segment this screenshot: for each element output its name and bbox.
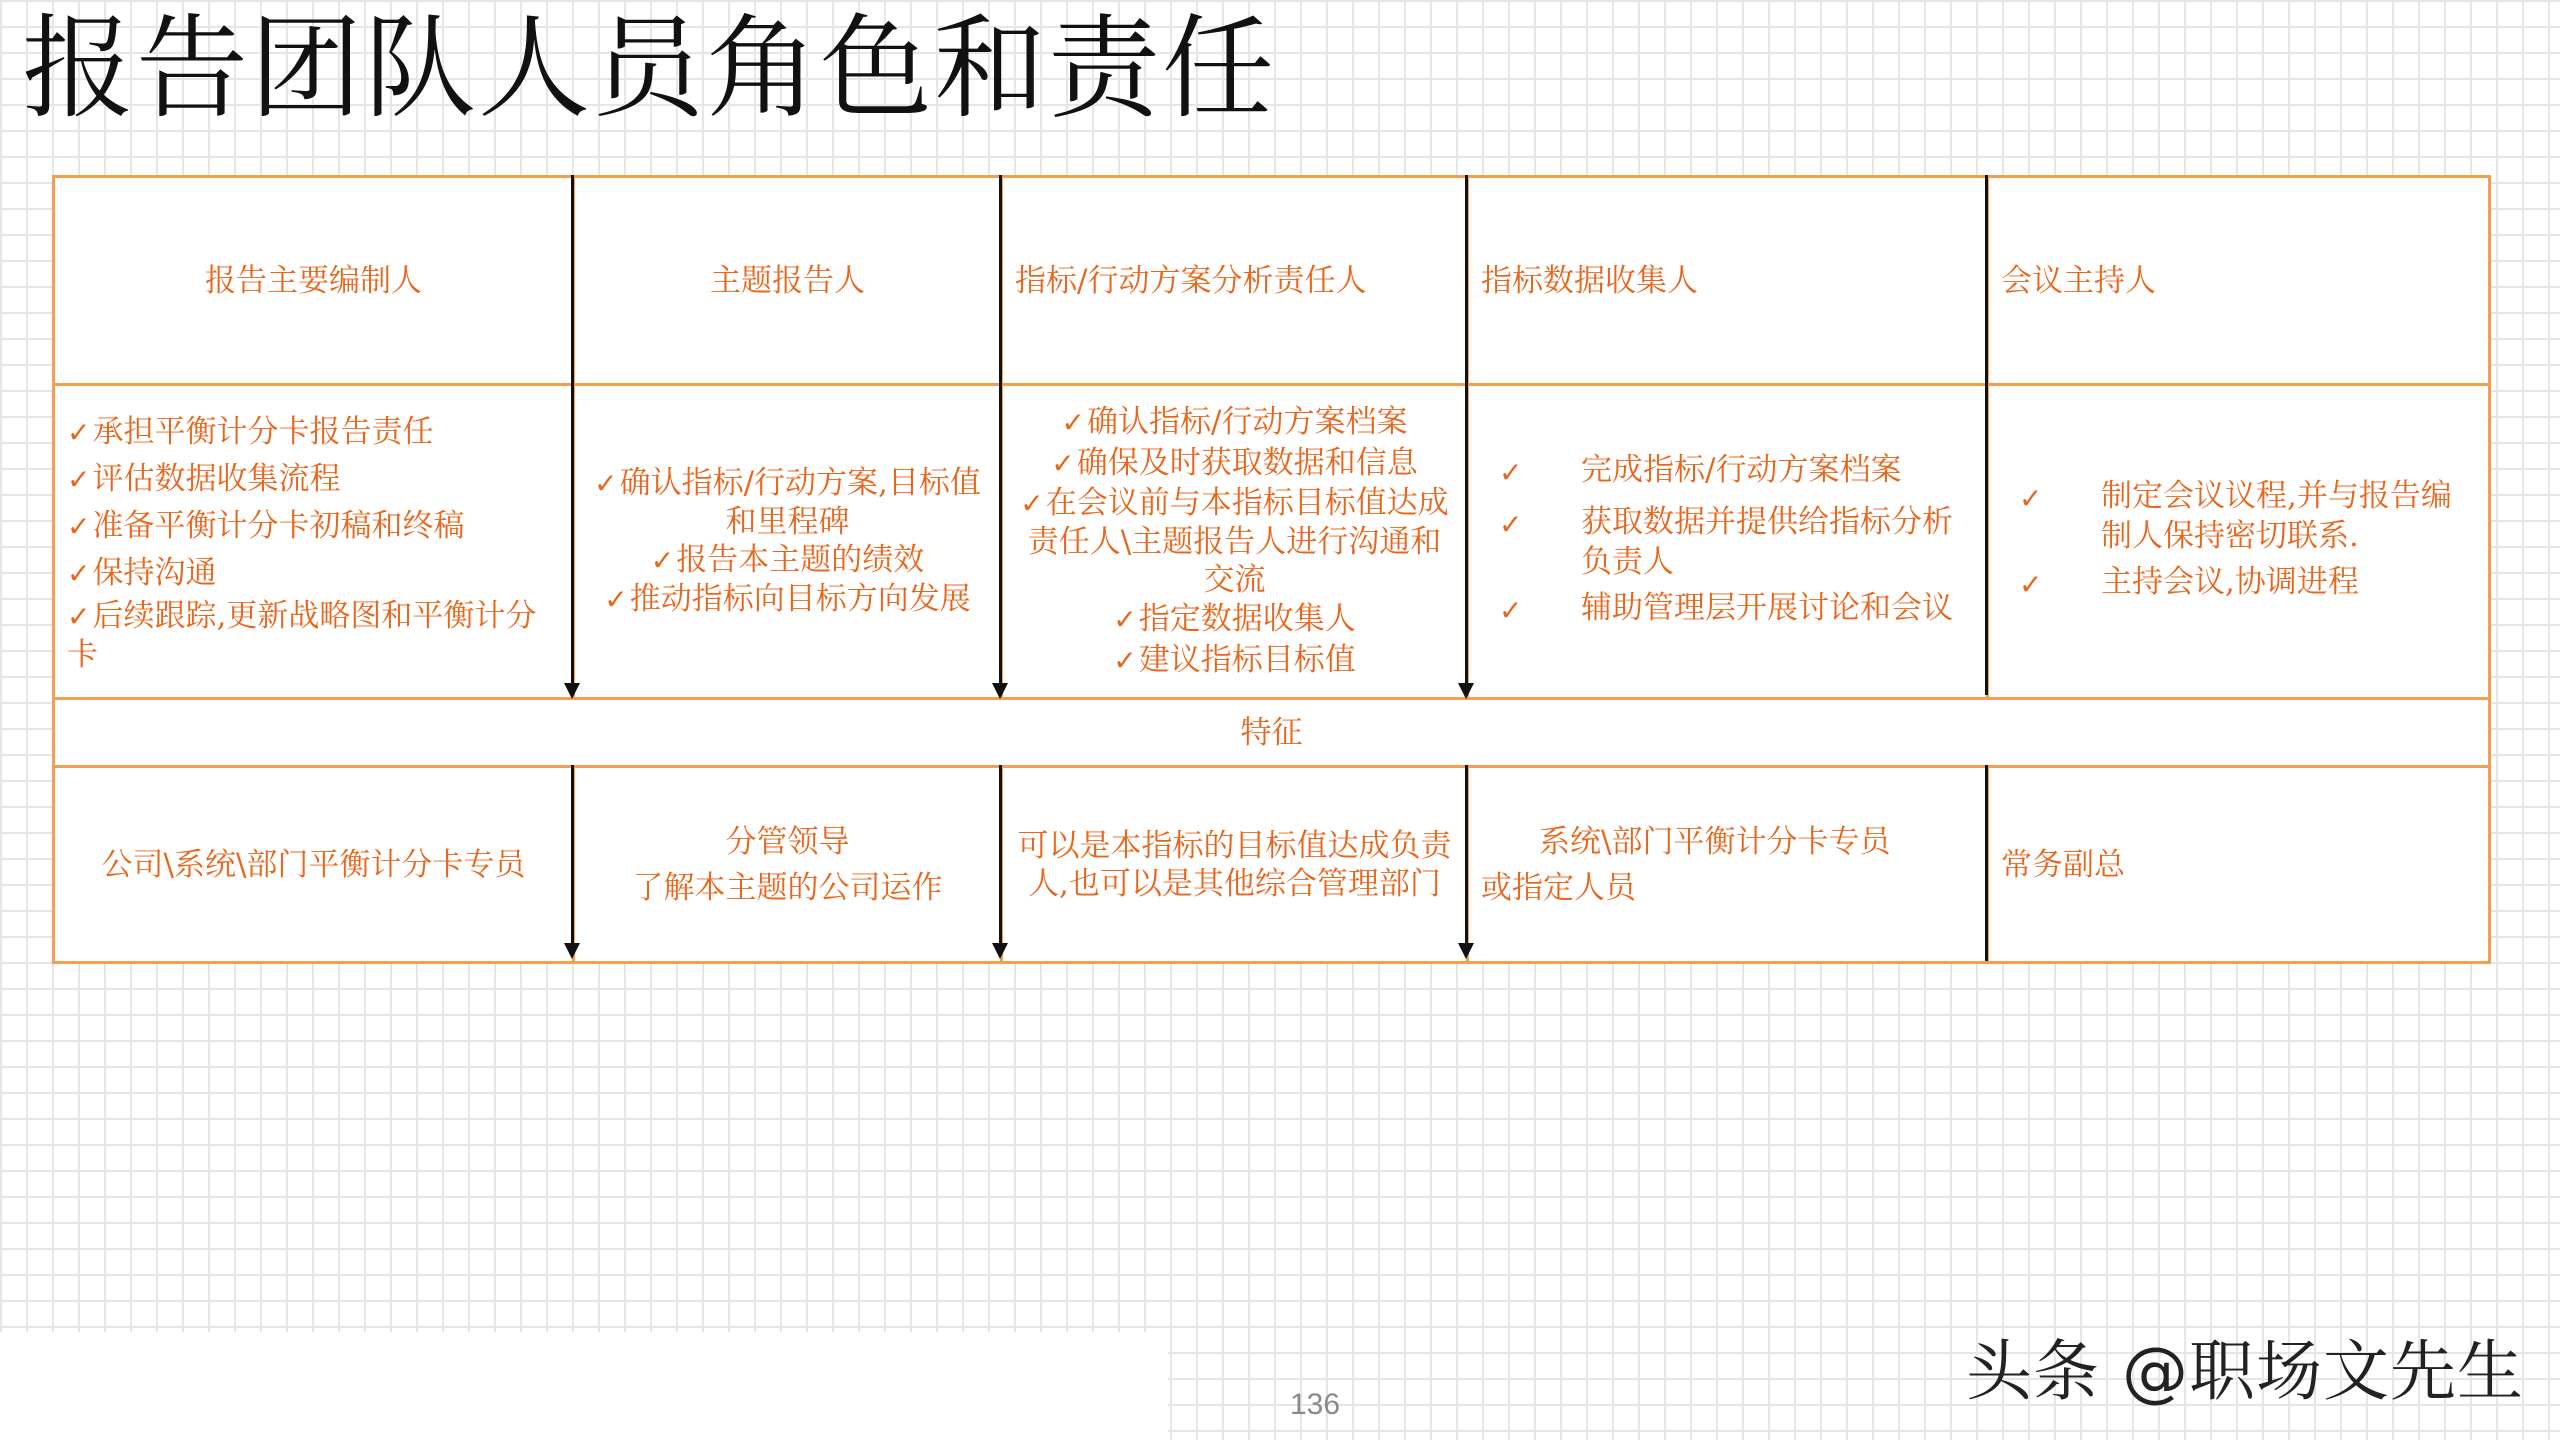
arrow-down-icon bbox=[564, 943, 580, 959]
check-icon: ✓ bbox=[2019, 567, 2043, 601]
check-icon: ✓ bbox=[1499, 593, 1523, 627]
characteristics-row bbox=[54, 767, 2490, 963]
duties-meeting-host bbox=[1988, 385, 2490, 699]
check-icon: ✓ bbox=[1113, 603, 1137, 636]
header-indicator-analyst: 指标/行动方案分析责任人 bbox=[1002, 177, 1468, 385]
arrow-down-icon bbox=[992, 943, 1008, 959]
duty-item: ✓确认指标/行动方案,目标值和里程碑 bbox=[594, 465, 981, 540]
feature-row bbox=[54, 699, 2490, 767]
page-number: 136 bbox=[1290, 1388, 1341, 1421]
check-icon: ✓ bbox=[650, 544, 675, 577]
duty-item: ✓ 制定会议议程,并与报告编制人保持密切联系. bbox=[2019, 477, 2452, 554]
feature-label: 特征 bbox=[54, 699, 2490, 767]
arrow-down-icon bbox=[1458, 943, 1474, 959]
duties-data-collector bbox=[1468, 385, 1988, 699]
header-data-collector: 指标数据收集人 bbox=[1468, 177, 1988, 385]
check-icon: ✓ bbox=[67, 463, 91, 496]
char-indicator-analyst: 可以是本指标的目标值达成负责人,也可以是其他综合管理部门 bbox=[1002, 767, 1468, 963]
separator-line bbox=[1985, 765, 1988, 961]
separator-line bbox=[1465, 175, 1468, 690]
duty-item: ✓ 辅助管理层开展讨论和会议 bbox=[1499, 588, 1974, 634]
separator-line bbox=[1465, 765, 1468, 950]
footer-area bbox=[0, 1332, 1168, 1440]
check-icon: ✓ bbox=[604, 583, 628, 616]
arrow-down-icon bbox=[992, 683, 1008, 699]
header-row bbox=[54, 177, 2490, 385]
check-icon: ✓ bbox=[67, 600, 91, 633]
duty-item: ✓ 完成指标/行动方案档案 bbox=[1499, 450, 1974, 496]
header-main-editor: 报告主要编制人 bbox=[54, 177, 574, 385]
duty-item: ✓报告本主题的绩效 bbox=[650, 542, 925, 578]
separator-line bbox=[999, 765, 1002, 950]
duty-item: ✓确保及时获取数据和信息 bbox=[1051, 445, 1418, 481]
check-icon: ✓ bbox=[1061, 406, 1085, 439]
arrow-down-icon bbox=[564, 683, 580, 699]
header-meeting-host: 会议主持人 bbox=[1988, 177, 2490, 385]
duty-item: ✓评估数据收集流程 bbox=[67, 461, 341, 497]
check-icon: ✓ bbox=[67, 510, 91, 543]
duty-item: ✓准备平衡计分卡初稿和终稿 bbox=[67, 508, 465, 544]
separator-line bbox=[1985, 175, 1988, 695]
check-icon: ✓ bbox=[67, 416, 91, 449]
duties-row bbox=[54, 385, 2490, 699]
char-theme-reporter: 分管领导 了解本主题的公司运作 bbox=[574, 767, 1002, 963]
check-icon: ✓ bbox=[1020, 487, 1044, 520]
roles-table bbox=[52, 175, 2488, 961]
char-data-collector: 系统\部门平衡计分卡专员 或指定人员 bbox=[1468, 767, 1988, 963]
page-title: 报告团队人员角色和责任 bbox=[22, 4, 1276, 134]
header-theme-reporter: 主题报告人 bbox=[574, 177, 1002, 385]
duty-item: ✓ 获取数据并提供给指标分析负责人 bbox=[1499, 503, 1953, 580]
arrow-down-icon bbox=[1458, 683, 1474, 699]
duties-main-editor bbox=[54, 385, 574, 699]
duty-item: ✓ 主持会议,协调进程 bbox=[2019, 562, 2476, 608]
check-icon: ✓ bbox=[594, 467, 618, 500]
duty-item: ✓保持沟通 bbox=[67, 555, 217, 591]
duties-indicator-analyst bbox=[1002, 385, 1468, 699]
duty-item: ✓在会议前与本指标目标值达成责任人\主题报告人进行沟通和交流 bbox=[1020, 485, 1449, 598]
duty-item: ✓后续跟踪,更新战略图和平衡计分卡 bbox=[67, 598, 537, 673]
char-main-editor: 公司\系统\部门平衡计分卡专员 bbox=[54, 767, 574, 963]
separator-line bbox=[571, 175, 574, 690]
separator-line bbox=[571, 765, 574, 950]
check-icon: ✓ bbox=[1499, 455, 1523, 489]
duty-item: ✓推动指标向目标方向发展 bbox=[604, 581, 971, 617]
check-icon: ✓ bbox=[67, 557, 91, 590]
duty-item: ✓确认指标/行动方案档案 bbox=[1061, 404, 1408, 440]
separator-line bbox=[999, 175, 1002, 690]
duties-theme-reporter bbox=[574, 385, 1002, 699]
check-icon: ✓ bbox=[1113, 644, 1137, 677]
duty-item: ✓承担平衡计分卡报告责任 bbox=[67, 414, 434, 450]
watermark: 头条 @职场文先生 bbox=[1966, 1333, 2524, 1410]
duty-item: ✓指定数据收集人 bbox=[1113, 601, 1356, 637]
check-icon: ✓ bbox=[2019, 481, 2043, 515]
char-meeting-host: 常务副总 bbox=[1988, 767, 2490, 963]
check-icon: ✓ bbox=[1051, 447, 1075, 480]
check-icon: ✓ bbox=[1499, 507, 1523, 541]
duty-item: ✓建议指标目标值 bbox=[1113, 642, 1356, 678]
